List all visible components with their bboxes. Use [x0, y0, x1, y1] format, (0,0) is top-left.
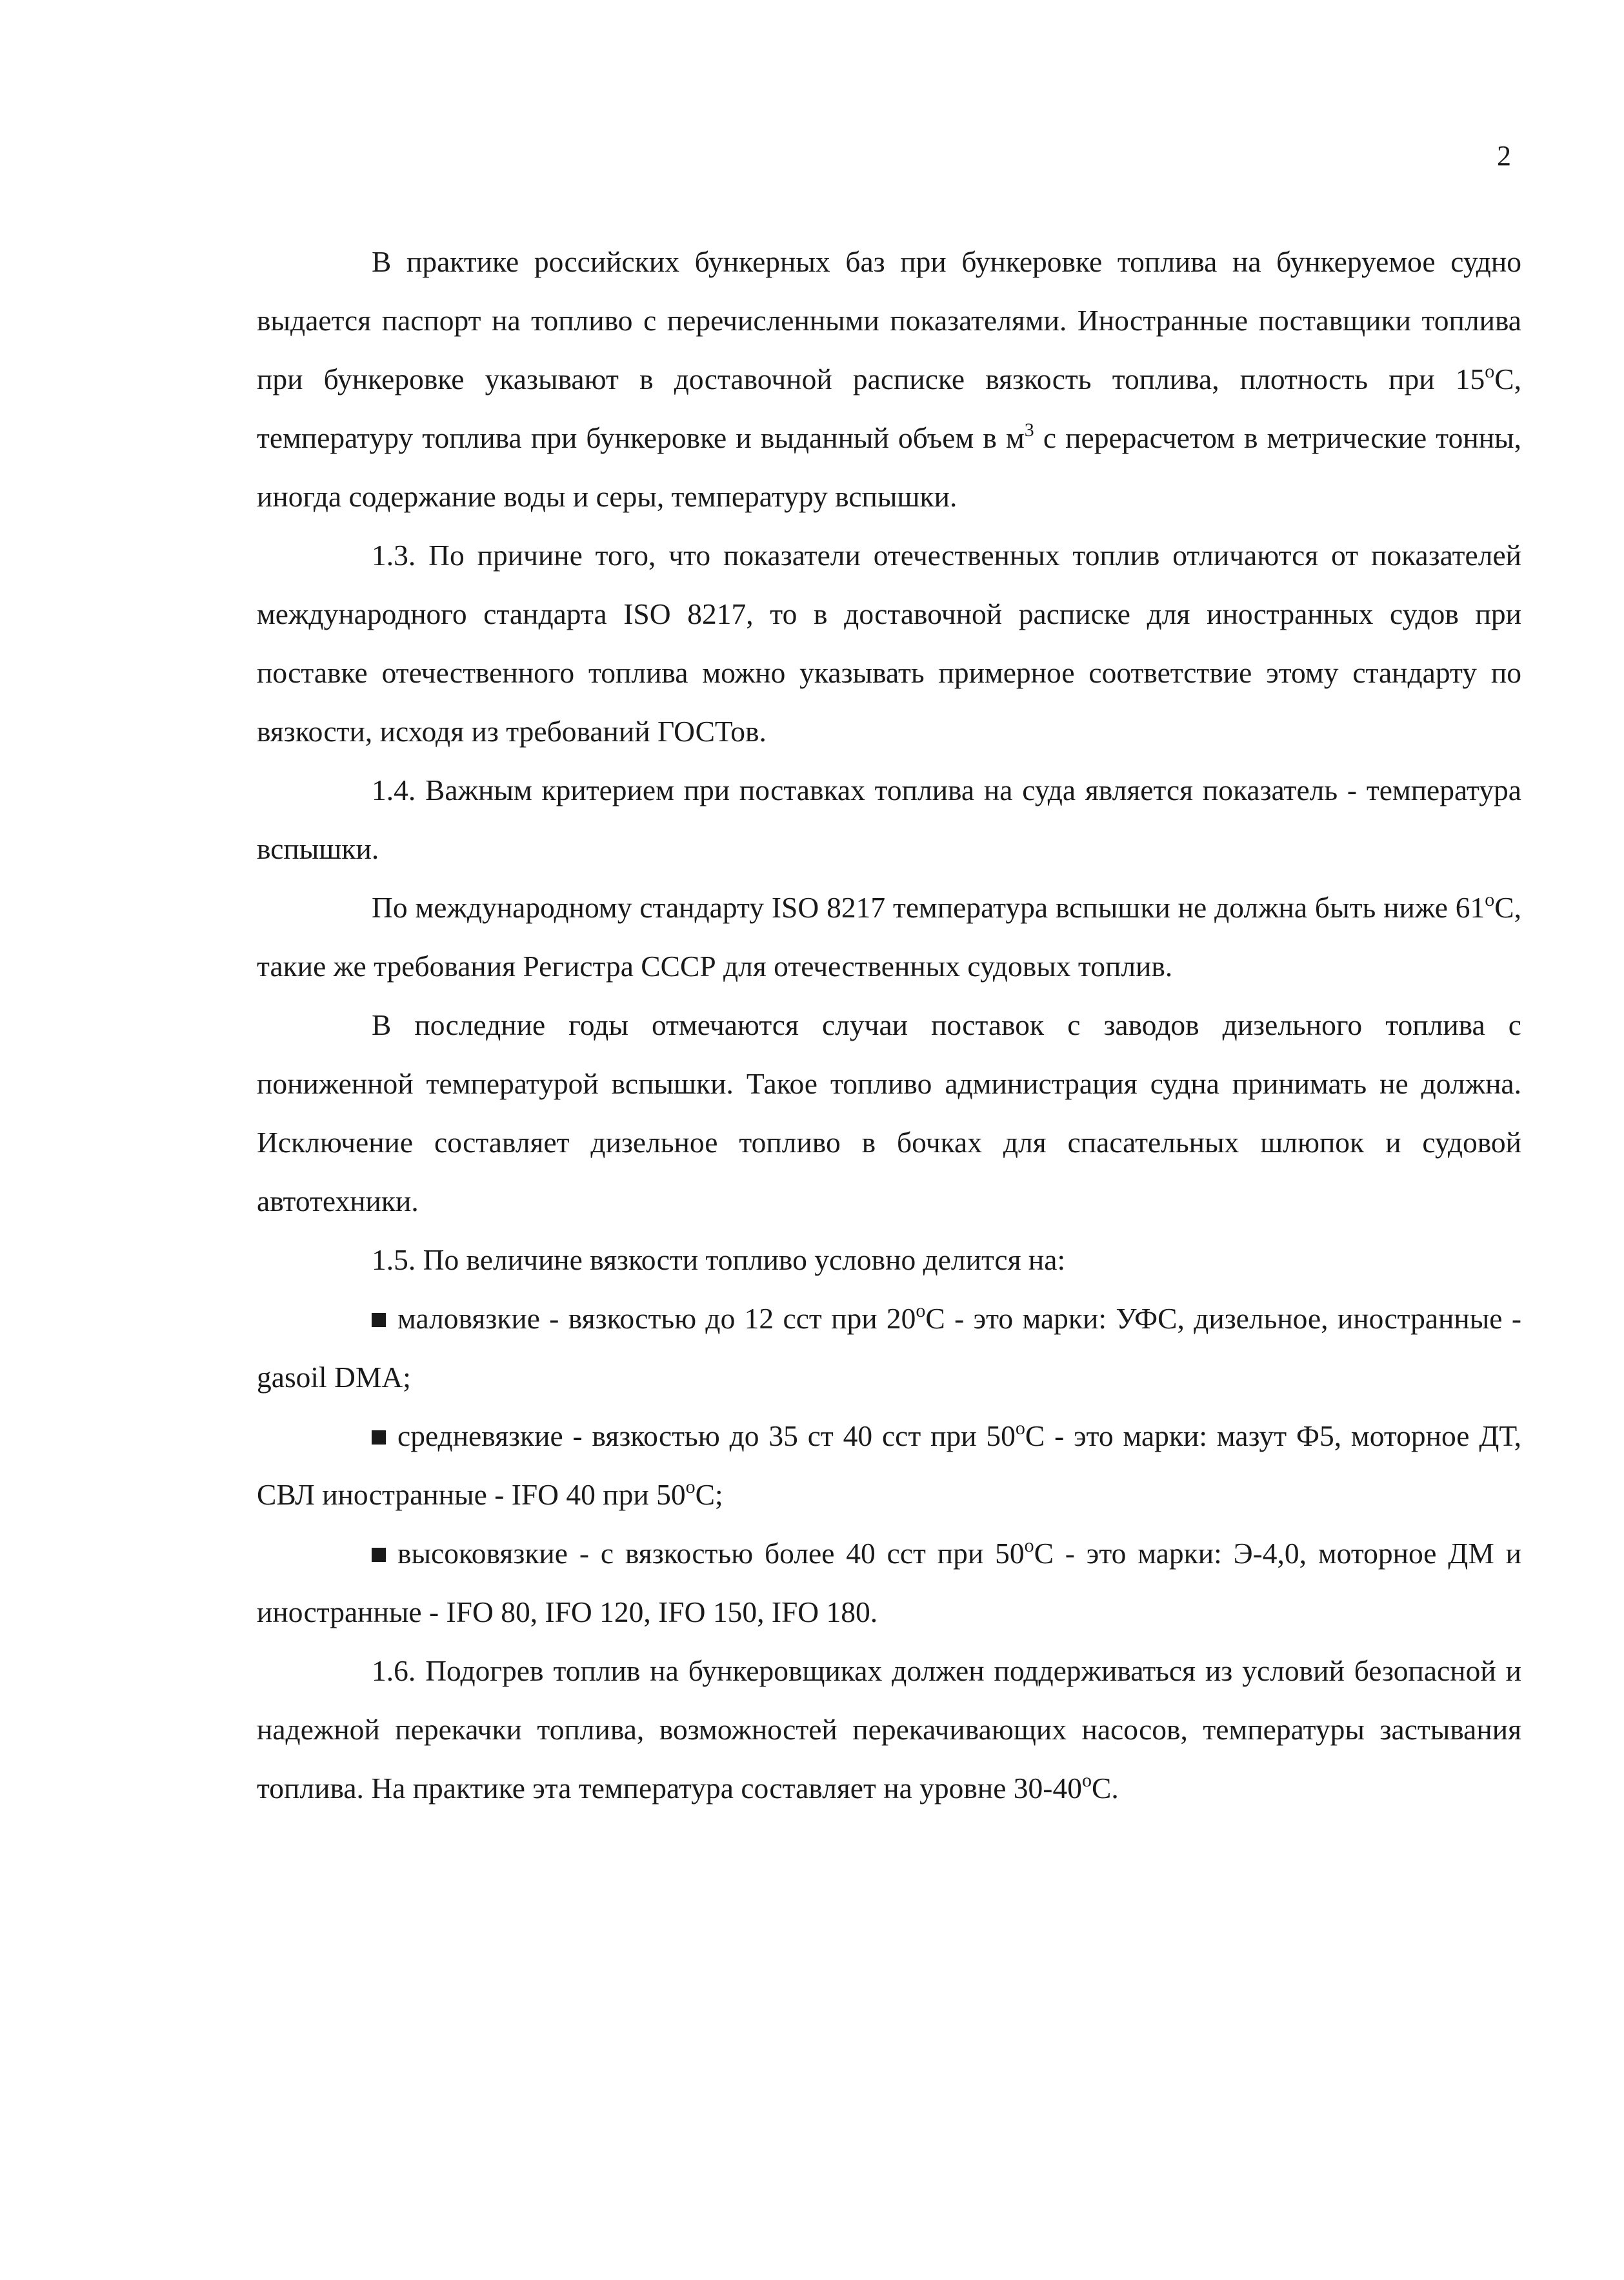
list-item-low-viscosity: маловязкие - вязкостью до 12 сст при $20^оС$ - это марки: УФС, дизельное, иностранные - gasoil DMA;	[257, 1300, 1521, 1394]
paragraph-1-3: 1.3. По причине того, что показатели отечественных топлив отличаются от показателей международного стандарта ISO 8217, то в доставочной расписке для иностранных судов при поставке отечественного топлива можно указывать примерное соответствие этому стандарту по вязкости, исходя из требований ГОСТов.	[257, 539, 1521, 748]
paragraph-iso-flash-point: По международному стандарту ISO 8217 температура вспышки не должна быть ниже $61^оС$, такие же требования Регистра СССР для отечественных судовых топлив.	[257, 889, 1521, 983]
square-bullet-icon	[372, 1430, 386, 1445]
square-bullet-icon	[372, 1313, 386, 1327]
list-item-medium-viscosity: средневязкие - вязкостью до 35 ст 40 сст при $50^оС$ - это марки: мазут Ф5, моторное ДТ, СВЛ иностранные - IFO 40 при $50^оС$;	[257, 1417, 1521, 1511]
document-body	[257, 232, 1521, 1817]
list-item-high-viscosity: высоковязкие - с вязкостью более 40 сст при $50^оС$ - это марки: Э-4,0, моторное ДМ и иностранные - IFO 80, IFO 120, IFO 150, IFO 180.	[257, 1535, 1522, 1628]
paragraph-1-4: 1.4. Важным критерием при поставках топлива на суда является показатель - температура вспышки.	[257, 774, 1521, 865]
paragraph-bunkering-passport: В практике российских бункерных баз при бункеровке топлива на бункеруемое судно выдается паспорт на топливо с перечисленными показателями. Иностранные поставщики топлива при бункеровке указывают в доставочной расписке вязкость топлива, плотность при $15^оС$, температуру топлива при бункеровке и выданный объем в $м^3$ с перерасчетом в метрические тонны, иногда содержание воды и серы, температуру вспышки.	[257, 245, 1521, 513]
page-number: 2	[1497, 140, 1511, 172]
paragraph-recent-years: В последние годы отмечаются случаи поставок с заводов дизельного топлива с пониженной температурой вспышки. Такое топливо администрация судна принимать не должна. Исключение составляет дизельное топливо в бочках для спасательных шлюпок и судовой автотехники.	[257, 1008, 1521, 1217]
paragraph-1-6: 1.6. Подогрев топлив на бункеровщиках должен поддерживаться из условий безопасной и надежной перекачки топлива, возможностей перекачивающих насосов, температуры застывания топлива. На практике эта температура составляет на уровне $30-40^оС$.	[257, 1654, 1521, 1805]
paragraph-1-5: 1.5. По величине вязкости топливо условно делится на:	[372, 1243, 1066, 1276]
square-bullet-icon	[372, 1548, 386, 1562]
